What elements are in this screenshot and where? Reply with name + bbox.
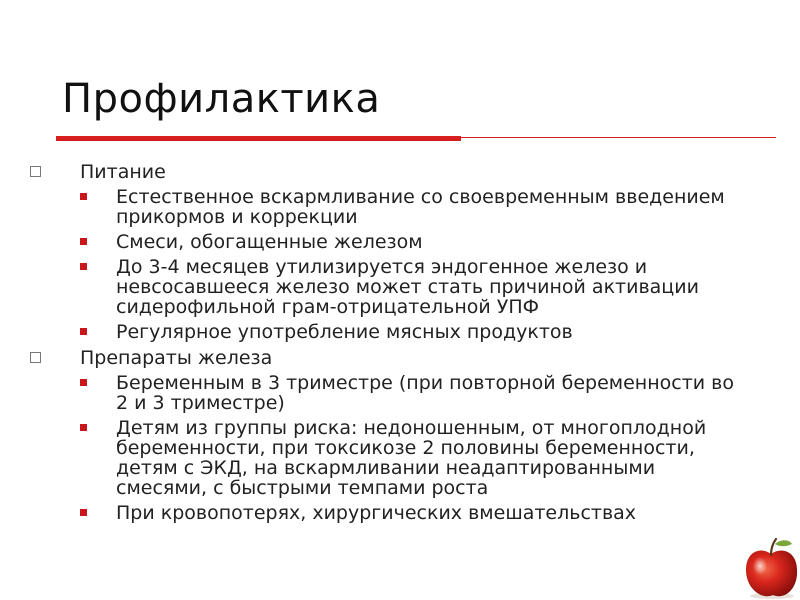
list-item bbox=[116, 232, 736, 252]
section-heading-text: Препараты железа bbox=[80, 347, 273, 369]
red-square-bullet-icon bbox=[80, 424, 87, 431]
list-item-text: Детям из группы риска: недоношенным, от многоплодной беременности, при токсикозе 2 половины беременности, детям с ЭКД, на вскармливании неадаптированными смесями, с быстрыми темпами роста bbox=[116, 417, 707, 499]
hollow-square-bullet-icon bbox=[30, 166, 41, 177]
red-square-bullet-icon bbox=[80, 328, 87, 335]
hollow-square-bullet-icon bbox=[30, 352, 41, 363]
list-item bbox=[116, 373, 736, 413]
list-item-text: Смеси, обогащенные железом bbox=[116, 231, 423, 253]
list-item-text: Регулярное употребление мясных продуктов bbox=[116, 321, 573, 343]
title-underline-thick bbox=[56, 136, 461, 141]
list-item-text: Естественное вскармливание со своевременным введением прикормов и коррекции bbox=[116, 186, 725, 228]
section-heading-text: Питание bbox=[80, 161, 166, 183]
slide-content bbox=[28, 161, 748, 528]
list-item bbox=[116, 187, 736, 227]
red-square-bullet-icon bbox=[80, 238, 87, 245]
list-item bbox=[116, 418, 736, 498]
red-square-bullet-icon bbox=[80, 509, 87, 516]
list-item-text: При кровопотерях, хирургических вмешательствах bbox=[116, 502, 637, 524]
title-underline-thin bbox=[461, 137, 776, 138]
list-item bbox=[116, 257, 736, 317]
apple-image bbox=[742, 536, 800, 600]
list-item-text: До 3-4 месяцев утилизируется эндогенное железо и невсосавшееся железо может стать причиной активации сидерофильной грам-отрицательной УПФ bbox=[116, 256, 699, 318]
section-heading bbox=[28, 347, 748, 369]
red-square-bullet-icon bbox=[80, 193, 87, 200]
red-square-bullet-icon bbox=[80, 379, 87, 386]
list-item bbox=[116, 503, 736, 523]
list-item bbox=[116, 322, 736, 342]
slide-title: Профилактика bbox=[62, 76, 381, 122]
list-item-text: Беременным в 3 триместре (при повторной беременности во 2 и 3 триместре) bbox=[116, 372, 734, 414]
red-square-bullet-icon bbox=[80, 263, 87, 270]
section-heading bbox=[28, 161, 748, 183]
